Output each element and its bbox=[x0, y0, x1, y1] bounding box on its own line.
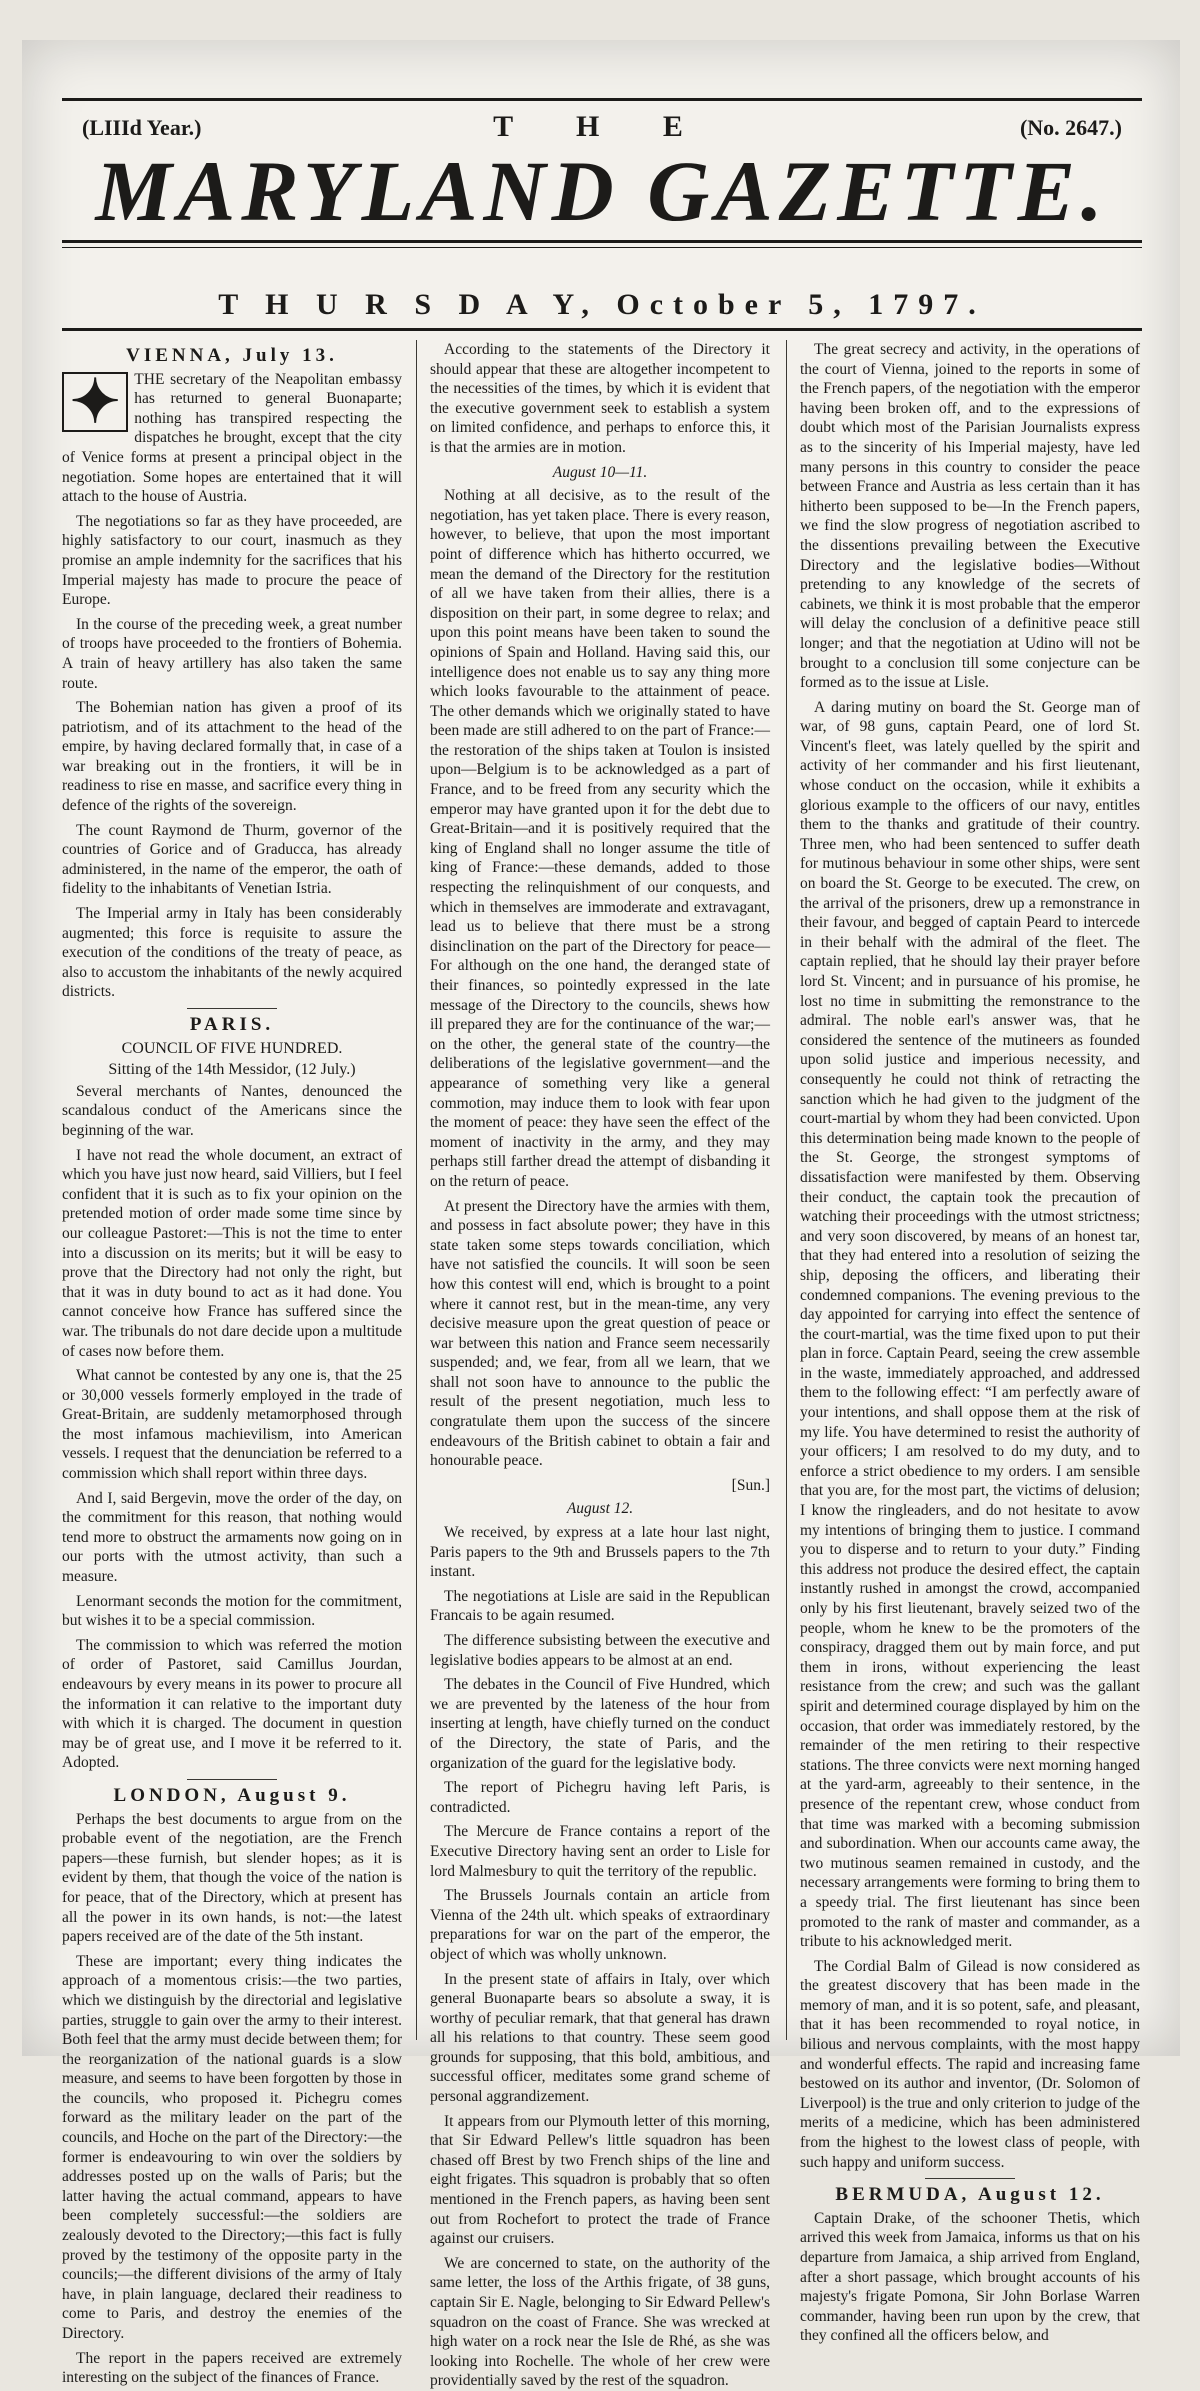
vienna-heading: VIENNA, July 13. bbox=[126, 345, 338, 366]
article-paragraph: In the course of the preceding week, a great number of troops have proceeded to the frontiers of Bohemia. A train of heavy artillery has also taken the same route. bbox=[62, 615, 402, 692]
column-1 bbox=[62, 340, 402, 2387]
drop-cap-ornament: ✦ bbox=[62, 372, 128, 432]
article-paragraph: The difference subsisting between the executive and legislative bodies appears to be almost at an end. bbox=[430, 1632, 770, 1669]
article-paragraph: Captain Drake, of the schooner Thetis, which arrived this week from Jamaica, informs us that on his departure from Jamaica, a ship arrived from England, after a short passage, which brought accounts of his majesty's frigate Pomona, Sir John Borlase Warren commander, having been run upon by the crew, that they confined all the officers below, and bbox=[800, 2209, 1140, 2345]
article-columns bbox=[62, 340, 1142, 2390]
article-paragraph: At present the Directory have the armies with them, and possess in fact absolute power; they have in this state taken some steps towards conciliation, which have not satisfied the councils. It will soon be seen how this contest will end, which is brought to a point where it cannot rest, but in the mean-time, any very decisive measure upon the great question of peace or war between this nation and France seem necessarily suspended; and, we fear, from all we learn, that we shall not soon have to announce to the public the result of the present negotiation, much less to congratulate them upon the success of the sincere endeavours of the British cabinet to obtain a fair and honourable peace. bbox=[430, 1197, 770, 1470]
article-paragraph: Nothing at all decisive, as to the result of the negotiation, has yet taken place. There is every reason, however, to believe, that upon the most important point of difference which has hitherto occurred, we mean the demand of the Directory for the restitution of all we have taken from their allies, there is a disposition on their part, in some degree to relax; and upon this point means have been taken to sound the opinions of Spain and Holland. Having said this, our intelligence does not enable us to say any thing more which looks favourable to the attainment of peace. The other demands which we originally stated to have been made are still adhered to on the part of France:—the restoration of the ships taken at Toulon is insisted upon—Belgium is to be acknowledged as a part of France, and to be freed from any security which the emperor may have granted upon it for the debt due to Great-Britain—and it is positively required that the king of England shall no longer assume the title of king of France:—these demands, added to those respecting the relinquishment of our conquests, and which in themselves are immoderate and extravagant, lead us to believe that there must be a strong disinclination on the part of the Directory for peace—For although on the one hand, the deranged state of their finances, so pointedly expressed in the late message of the Directory to the councils, shews how ill prepared they are for the continuance of the war;—on the other, the general state of the country—the deliberations of the legislative government—and the appearance of something very like a general commotion, may induce them to look with fear upon the moment of peace: they have seen the effect of the moment of inactivity in the army, and they may perhaps still farther dread the attempt of disbanding it on the return of peace. bbox=[430, 487, 770, 1190]
article-paragraph: These are important; every thing indicates the approach of a momentous crisis:—the two parties, which we distinguish by the directorial and legislative parties, struggle to gain over the army to their interest. Both feel that the army must decide between them; for the reorganization of the national guards is a slow measure, and seems to have been forgotten by those in the councils, who proposed it. Pichegru comes forward as the military leader on the part of the councils, and Hoche on the part of the Directory:—the former is endeavouring to win over the soldiers by addresses posted up on the walls of Paris; but the latter having the actual command, appears to have been completely successful:—the soldiers are zealously devoted to the Directory;—this fact is fully proved by the testimony of the opposite party in the councils;—the different divisions of the army of Italy have, in plain language, declared their readiness to come to Paris, and destroy the enemies of the Directory. bbox=[62, 1952, 402, 2342]
article-paragraph: The great secrecy and activity, in the operations of the court of Vienna, joined to the reports in some of the French papers, of the negotiation with the emperor having been broken off, and to the expressions of doubt which most of the Parisian Journalists express as to the sincerity of his Imperial majesty, have led many persons in this country to consider the peace between France and Austria as less certain than it has hitherto been supposed to be—In the French papers, we find the slow progress of negotiation ascribed to the dissentions prevailing between the Executive Directory and the legislative bodies—Without pretending to any knowledge of the secrets of cabinets, we think it is most probable that the emperor will delay the conclusion of a definitive peace still longer; and that the negotiation at Udino will not be brought to a conclusion till some conjecture can be formed as to the issue at Lisle. bbox=[800, 341, 1140, 692]
article-paragraph: The commission to which was referred the motion of order of Pastoret, said Camillus Jourdan, endeavours by every means in its power to procure all the information it can relative to the important duty with which it is charged. The document in question may be of great use, and I move it be referred to it. Adopted. bbox=[62, 1636, 402, 1772]
article-paragraph: And I, said Bergevin, move the order of the day, on the commitment for this reason, that nothing would tend more to obstruct the armaments now going on in our ports with the utmost activity, than such a measure. bbox=[62, 1489, 402, 1586]
article-paragraph: The debates in the Council of Five Hundred, which we are prevented by the lateness of the hour from inserting at length, have chiefly turned on the conduct of the Directory, the state of Paris, and the organization of the guard for the legislative body. bbox=[430, 1676, 770, 1772]
column-2 bbox=[430, 340, 770, 2390]
sitting-line: Sitting of the 14th Messidor, (12 July.) bbox=[108, 1061, 356, 1079]
date-subhead: August 10—11. bbox=[552, 463, 648, 481]
article-paragraph: Several merchants of Nantes, denounced the scandalous conduct of the Americans since the beginning of the war. bbox=[62, 1082, 402, 1139]
article-paragraph: It appears from our Plymouth letter of this morning, that Sir Edward Pellew's little squadron has been chased off Brest by two French ships of the line and eight frigates. This squadron is probably that so often mentioned in the French papers, as having been sent out from Rochefort to protect the trade of France against our cruisers. bbox=[430, 2112, 770, 2248]
article-paragraph: In the present state of affairs in Italy, over which general Buonaparte bears so absolute a sway, it is worthy of peculiar remark, that that general has drawn all his relations to that country. These seem good grounds for supposing, that this bold, ambitious, and successful officer, meditates some grand scheme of personal aggrandizement. bbox=[430, 1970, 770, 2106]
newspaper-title: MARYLAND GAZETTE. bbox=[95, 143, 1109, 239]
article-paragraph: According to the statements of the Directory it should appear that these are altogether incompetent to the necessities of the times, by which it is evident that the executive government seek to establish a system on limited confidence, and perhaps to enforce this, it is that the armies are in motion. bbox=[430, 341, 770, 456]
masthead bbox=[62, 40, 1142, 330]
bermuda-heading: BERMUDA, August 12. bbox=[835, 2184, 1105, 2206]
article-paragraph: The Brussels Journals contain an article from Vienna of the 24th ult. which speaks of extraordinary preparations for war on the part of the emperor, the object of which was wholly unknown. bbox=[430, 1887, 770, 1963]
section-rule bbox=[925, 2178, 1015, 2179]
article-paragraph: The Mercure de France contains a report of the Executive Directory having sent an order to Lisle for lord Malmesbury to quit the territory of the republic. bbox=[430, 1823, 770, 1880]
article-paragraph: A daring mutiny on board the St. George man of war, of 98 guns, captain Peard, one of lord St. Vincent's fleet, was lately quelled by the spirit and activity of her commander and his first lieutenant, whose conduct on the occasion, while it exhibits a glorious example to the officers of our navy, entitles them to the thanks and gratitude of their country. Three men, who had been sentenced to suffer death for mutinous behaviour in some other ships, were sent on board the St. George to be executed. The crew, on the arrival of the prisoners, drew up a remonstrance in their favour, and begged of captain Peard to intercede in their behalf with the admiral of the fleet. The captain replied, that he should lay their prayer before lord St. Vincent; and in pursuance of his promise, he lost no time in submitting the remonstrance to the admiral. The noble earl's answer was, that he considered the sentence of the mutineers as founded upon solid justice and imperious necessity, and consequently he could not think of retracting the sanction which he had given to the judgment of the court-martial by whom they had been convicted. Upon this determination being made known to the people of the St. George, the strongest symptoms of dissatisfaction were manifested by them. Observing their conduct, the captain took the precaution of watching their proceedings with the utmost strictness; and very soon discovered, by means of an honest tar, that they had entered into a resolution of seizing the ship, deposing the officers, and liberating their condemned companions. The evening previous to the day appointed for carrying into effect the sentence of the court-martial, was the time fixed upon to put their plan in force. Captain Peard, seeing the crew assemble in the waste, immediately approached, and addressed them to the following effect: “I am perfectly aware of your intentions, and shall oppose them at the risk of my life. You have determined to resist the authority of your officers; I am resolved to do my duty, and to enforce a strict obedience to my orders. I am sensible that you are, for the most part, the victims of delusion; I know the ringleaders, and do not hesitate to avow my intentions of bringing them to justice. I command you to disperse and to return to your duty.” Finding this address not produce the desired effect, the captain instantly rushed in amongst the crowd, accompanied only by his first lieutenant, bravely seized two of the people, whom he knew to be the promoters of the conspiracy, dragged them out by main force, and put them in irons, without experiencing the least resistance from the crew; and such was the gallant spirit and determined courage displayed by him on the occasion, that order was immediately restored, by the remainder of the men retiring to their respective stations. The three convicts were next morning hanged at the yard-arm, agreeably to their sentence, in the presence of the repentant crew, whose conduct from that time was marked with a becoming submission and subordination. When our accounts came away, the two mutinous seamen remained in custody, and the necessary arrangements were forming to bring them to a speedy trial. The first lieutenant has since been promoted to the rank of master and commander, as a tribute to his acknowledged merit. bbox=[800, 698, 1140, 1951]
article-paragraph: The report in the papers received are extremely interesting on the subject of the finances of France. bbox=[62, 2349, 402, 2387]
article-paragraph: What cannot be contested by any one is, that the 25 or 30,000 vessels formerly employed in the trade of Great-Britain, are suddenly metamorphosed through the most infamous machievilism, into American vessels. I request that the denunciation be referred to a commission which shall report within three days. bbox=[62, 1367, 402, 1483]
article-paragraph: The count Raymond de Thurm, governor of the countries of Gorice and of Graducca, has already administered, in the name of the emperor, the oath of fidelity to the inhabitants of Venetian Istria. bbox=[62, 821, 402, 898]
masthead-the: T H E bbox=[493, 110, 711, 143]
article-paragraph: The Imperial army in Italy has been considerably augmented; this force is requisite to assure the execution of the conditions of the treaty of peace, as also to accustom the inhabitants of the newly acquired districts. bbox=[62, 905, 402, 1001]
paris-heading: PARIS. bbox=[189, 1014, 275, 1035]
article-paragraph: I have not read the whole document, an extract of which you have just now heard, said Villiers, but I feel confident that it is such as to fix your opinion on the pretended motion of order made some time since by our colleague Pastoret:—This is not the time to enter into a discussion on its merits; but it will be easy to prove that the Directory had not only the right, but that it was in duty bound to act as it had done. You cannot conceive how France has suffered since the war. The tribunals do not dare decide upon a multitude of cases now before them. bbox=[62, 1146, 402, 1360]
column-3 bbox=[800, 340, 1140, 2345]
edition-label: (LIIId Year.) bbox=[82, 115, 202, 140]
section-rule bbox=[187, 1779, 277, 1780]
top-rule bbox=[62, 98, 1142, 101]
column-divider bbox=[416, 340, 417, 2040]
article-paragraph: THE secretary of the Neapolitan embassy has returned to general Buonaparte; nothing has transpired respecting the dispatches he brought, except that the city of Venice forms at present a principal object in the negotiation. Some hopes are entertained that it will attach to the house of Austria. bbox=[62, 370, 402, 506]
title-rule-thin bbox=[62, 247, 1142, 248]
vienna-lead bbox=[62, 370, 402, 512]
title-rule bbox=[62, 240, 1142, 243]
article-paragraph: Lenormant seconds the motion for the commitment, but wishes it to be a special commission. bbox=[62, 1592, 402, 1630]
newspaper-page bbox=[22, 40, 1180, 2390]
dateline: T H U R S D A Y, October 5, 1797. bbox=[218, 288, 986, 321]
london-heading: LONDON, August 9. bbox=[113, 1784, 351, 1806]
article-paragraph: We received, by express at a late hour last night, Paris papers to the 9th and Brussels papers to the 7th instant. bbox=[430, 1524, 770, 1581]
source-signature: [Sun.] bbox=[731, 1476, 770, 1494]
article-paragraph: The Bohemian nation has given a proof of its patriotism, and of its attachment to the head of the empire, by having declared formally that, in case of a war breaking out in the frontiers, it will be in readiness to rise en masse, and sacrifice every thing in defence of the rights of the sovereign. bbox=[62, 699, 402, 815]
article-paragraph: The report of Pichegru having left Paris, is contradicted. bbox=[430, 1779, 770, 1816]
date-rule bbox=[62, 328, 1142, 331]
article-paragraph: Perhaps the best documents to argue from on the probable event of the negotiation, are the French papers—these furnish, but slender hopes; as it is evident by them, that though the voice of the nation is for peace, that of the Directory, which at present has all the power in its own hands, is not:—the latest papers received are of the date of the 5th instant. bbox=[62, 1810, 402, 1946]
section-rule bbox=[187, 1008, 277, 1009]
article-paragraph: The negotiations at Lisle are said in the Republican Francais to be again resumed. bbox=[430, 1587, 770, 1625]
article-paragraph: We are concerned to state, on the authority of the same letter, the loss of the Arthis frigate, of 38 guns, captain Sir E. Nagle, belonging to Sir Edward Pellew's squadron on the coast of France. She was wrecked at high water on a rock near the Isle de Rhé, as she was looking into Rochelle. The whole of her crew were providentially saved by the rest of the squadron. bbox=[430, 2254, 770, 2390]
date-subhead: August 12. bbox=[566, 1500, 634, 1518]
council-heading: COUNCIL OF FIVE HUNDRED. bbox=[121, 1039, 343, 1057]
column-divider bbox=[786, 340, 787, 2040]
article-paragraph: The negotiations so far as they have proceeded, are highly satisfactory to our court, inasmuch as they promise an ample indemnity for the sacrifices that his Imperial majesty has made to procure the peace of Europe. bbox=[62, 512, 402, 609]
advertisement-paragraph: The Cordial Balm of Gilead is now considered as the greatest discovery that has been made in the memory of man, and it is so potent, safe, and pleasant, that it has been recommended to royal notice, in bilious and nervous complaints, with the most happy and wonderful effects. The rapid and increasing fame bestowed on its author and inventor, (Dr. Solomon of Liverpool) is the true and only criterion to judge of the merits of a medicine, which has been administered from the highest to the lowest class of people, with such happy and uniform success. bbox=[800, 1957, 1140, 2171]
issue-number: (No. 2647.) bbox=[1019, 115, 1122, 140]
